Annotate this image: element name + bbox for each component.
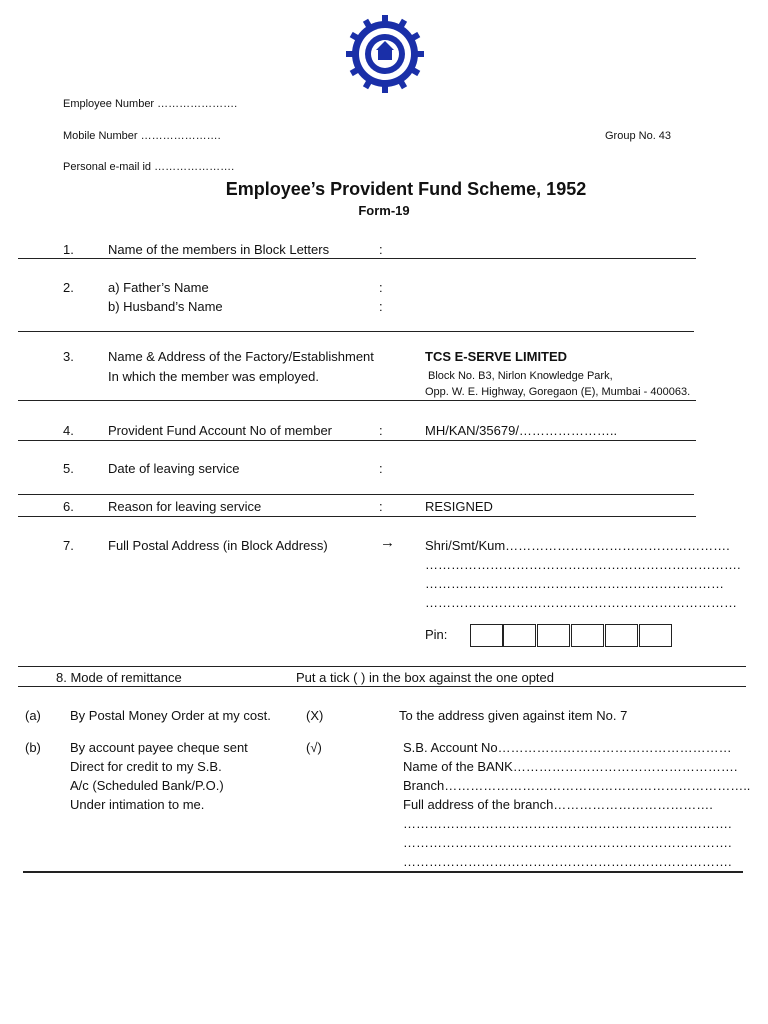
- member-name-label: Name of the members in Block Letters: [108, 242, 330, 257]
- item-1-colon: :: [379, 242, 383, 257]
- address-line-2[interactable]: ……………………………………………………………….: [425, 557, 741, 572]
- item-2-number: 2.: [63, 280, 74, 295]
- option-a-tag: (a): [25, 708, 41, 723]
- tick-instruction: Put a tick ( ) in the box against the one opted: [296, 670, 554, 685]
- bottom-divider: [23, 871, 743, 873]
- branch-address-field[interactable]: Full address of the branch……………………………….: [403, 797, 713, 812]
- form-title: Employee’s Provident Fund Scheme, 1952: [225, 179, 587, 199]
- form-number: Form-19: [358, 203, 410, 218]
- item-3-number: 3.: [63, 349, 74, 364]
- pin-digit-box[interactable]: [639, 624, 672, 647]
- divider: [18, 258, 696, 259]
- item-4-colon: :: [379, 423, 383, 438]
- establishment-label-2: In which the member was employed.: [108, 369, 319, 384]
- item-1-number: 1.: [63, 242, 74, 257]
- remittance-heading: 8. Mode of remittance: [56, 670, 182, 685]
- cheque-label-2: Direct for credit to my S.B.: [70, 759, 222, 774]
- branch-field[interactable]: Branch……………………………………………………………..: [403, 778, 751, 793]
- pin-digit-box[interactable]: [503, 624, 536, 647]
- company-address-line-1: Block No. B3, Nirlon Knowledge Park,: [428, 370, 613, 382]
- husbands-name-label: b) Husband’s Name: [108, 299, 223, 314]
- cheque-label-3: A/c (Scheduled Bank/P.O.): [70, 778, 224, 793]
- pin-label: Pin:: [425, 627, 448, 642]
- item-2a-colon: :: [379, 280, 383, 295]
- employee-number-field[interactable]: Employee Number ………………….: [63, 98, 238, 110]
- address-line-3[interactable]: ……………………………………………………………: [425, 576, 724, 591]
- item-7-number: 7.: [63, 538, 74, 553]
- postal-money-order-label: By Postal Money Order at my cost.: [70, 708, 271, 723]
- divider: [18, 666, 746, 667]
- mobile-number-field[interactable]: Mobile Number ………………….: [63, 130, 221, 142]
- bank-name-field[interactable]: Name of the BANK…………………………………………….: [403, 759, 738, 774]
- item-2b-colon: :: [379, 299, 383, 314]
- pin-digit-box[interactable]: [605, 624, 638, 647]
- divider: [18, 686, 746, 687]
- leaving-reason-value: RESIGNED: [425, 499, 493, 514]
- divider: [18, 400, 696, 401]
- arrow-right-icon: →: [380, 534, 395, 551]
- item-5-number: 5.: [63, 461, 74, 476]
- item-6-colon: :: [379, 499, 383, 514]
- pf-account-label: Provident Fund Account No of member: [108, 423, 333, 438]
- item-6-number: 6.: [63, 499, 74, 514]
- branch-address-line-2[interactable]: ………………………………………………………………….: [403, 816, 732, 831]
- cheque-label-1: By account payee cheque sent: [70, 740, 248, 755]
- divider: [18, 516, 696, 517]
- email-field[interactable]: Personal e-mail id ………………….: [63, 161, 235, 173]
- pin-digit-box[interactable]: [537, 624, 570, 647]
- divider: [18, 494, 694, 495]
- branch-address-line-4[interactable]: ………………………………………………………………….: [403, 854, 732, 869]
- establishment-label: Name & Address of the Factory/Establishment: [108, 349, 374, 364]
- cheque-label-4: Under intimation to me.: [70, 797, 205, 812]
- option-b-tag: (b): [25, 740, 41, 755]
- leaving-date-label: Date of leaving service: [108, 461, 240, 476]
- group-number: Group No. 43: [605, 130, 672, 142]
- pin-digit-box[interactable]: [571, 624, 604, 647]
- postal-address-label: Full Postal Address (in Block Address): [108, 538, 328, 553]
- epfo-logo: [345, 14, 425, 94]
- divider: [18, 440, 696, 441]
- sb-account-field[interactable]: S.B. Account No………………………………………………: [403, 740, 732, 755]
- address-line-1[interactable]: Shri/Smt/Kum…………………………………………….: [425, 538, 730, 553]
- company-address-line-2: Opp. W. E. Highway, Goregaon (E), Mumbai - 400063.: [425, 386, 691, 398]
- address-line-4[interactable]: ………………………………………………………………: [425, 595, 737, 610]
- branch-address-line-3[interactable]: ………………………………………………………………….: [403, 835, 732, 850]
- divider: [18, 331, 694, 332]
- leaving-reason-label: Reason for leaving service: [108, 499, 262, 514]
- fathers-name-label: a) Father’s Name: [108, 280, 209, 295]
- company-name: TCS E-SERVE LIMITED: [425, 349, 568, 364]
- pf-account-value[interactable]: MH/KAN/35679/…………………..: [425, 423, 618, 438]
- item-4-number: 4.: [63, 423, 74, 438]
- option-a-mark[interactable]: (X): [306, 708, 324, 723]
- item-5-colon: :: [379, 461, 383, 476]
- option-a-description: To the address given against item No. 7: [399, 708, 628, 723]
- pin-digit-box[interactable]: [470, 624, 503, 647]
- option-b-mark[interactable]: (√): [306, 740, 322, 755]
